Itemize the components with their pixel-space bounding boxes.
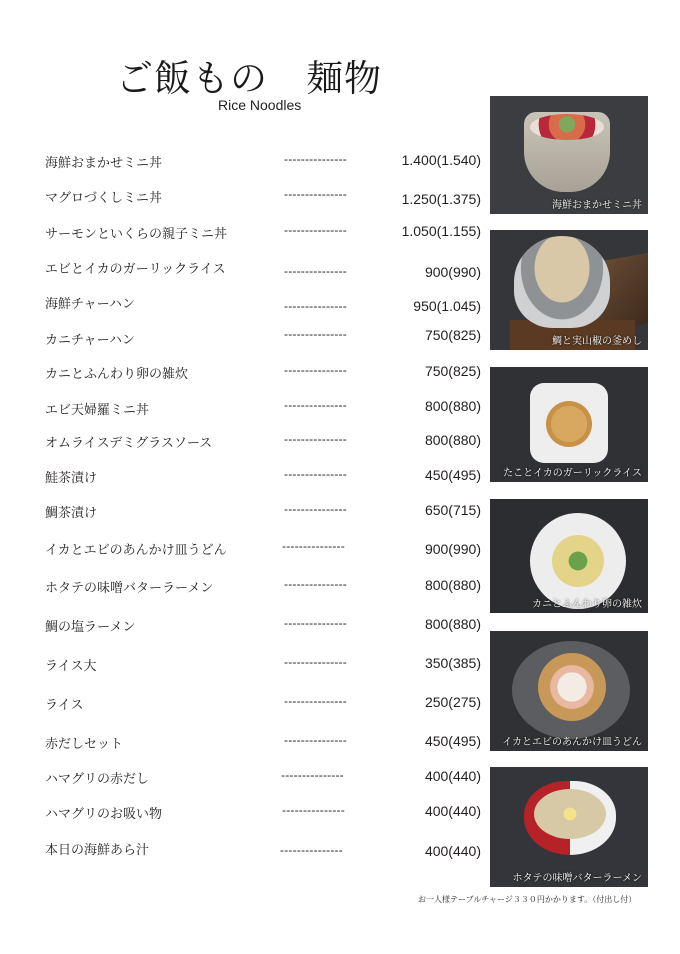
- item-name: エビとイカのガーリックライス: [45, 262, 226, 277]
- photo-caption: ホタテの味噌バターラーメン: [512, 873, 642, 884]
- photo-caption: イカとエビのあんかけ皿うどん: [502, 737, 642, 748]
- item-price: 650(715): [424, 502, 481, 518]
- leader-dots: ---------------: [282, 803, 345, 817]
- item-name: オムライスデミグラスソース: [45, 436, 213, 451]
- menu-item: [0, 327, 490, 347]
- item-price: 800(880): [424, 398, 481, 414]
- photo-tai-kamameshi: [490, 230, 648, 350]
- item-price: 450(495): [424, 467, 481, 483]
- leader-dots: ---------------: [284, 152, 347, 166]
- menu-item: [0, 432, 490, 452]
- item-price: 750(825): [424, 363, 481, 379]
- photo-caption: カニとふんわり卵の雑炊: [532, 599, 642, 610]
- menu-item: [0, 502, 490, 522]
- photo-garlic-rice: [490, 367, 648, 482]
- item-price: 1.050(1.155): [401, 223, 481, 239]
- item-price: 250(275): [424, 694, 481, 710]
- item-price: 950(1.045): [413, 298, 481, 314]
- item-price: 800(880): [424, 577, 481, 593]
- photo-kaisen-mini-don: [490, 96, 648, 214]
- leader-dots: ---------------: [281, 768, 344, 782]
- kama-pot-graphic: [514, 236, 610, 328]
- item-name: ハマグリのお吸い物: [45, 807, 163, 822]
- leader-dots: ---------------: [284, 299, 347, 313]
- leader-dots: ---------------: [282, 539, 345, 553]
- photo-caption: 海鮮おまかせミニ丼: [552, 200, 642, 211]
- photo-kani-zosui: [490, 499, 648, 613]
- item-price: 350(385): [424, 655, 481, 671]
- photo-hotate-ramen: [490, 767, 648, 887]
- menu-item: [0, 655, 490, 675]
- item-price: 400(440): [424, 768, 481, 784]
- table-charge-note: お一人様テーブルチャージ３３０円かかります。（付出し付）: [418, 895, 637, 904]
- photo-caption: 鯛と実山椒の釜めし: [552, 336, 642, 347]
- menu-item: [0, 768, 490, 788]
- leader-dots: ---------------: [284, 467, 347, 481]
- item-name: エビ天婦羅ミニ丼: [45, 403, 150, 418]
- item-name: ハマグリの赤だし: [45, 772, 150, 787]
- leader-dots: ---------------: [284, 264, 347, 278]
- soup-graphic: [534, 789, 606, 839]
- item-price: 900(990): [424, 264, 481, 280]
- item-name: サーモンといくらの親子ミニ丼: [45, 227, 228, 242]
- item-name: マグロづくしミニ丼: [45, 191, 163, 206]
- leader-dots: ---------------: [284, 694, 347, 708]
- leader-dots: ---------------: [284, 398, 347, 412]
- food-graphic: [552, 535, 604, 587]
- item-price: 1.400(1.540): [401, 152, 481, 168]
- item-name: イカとエビのあんかけ皿うどん: [45, 543, 227, 558]
- item-price: 800(880): [424, 616, 481, 632]
- item-name: 本日の海鮮あら汁: [45, 843, 150, 858]
- menu-item: [0, 694, 490, 714]
- menu-item: [0, 363, 490, 383]
- item-name: 海鮮チャーハン: [45, 297, 135, 312]
- menu-item: [0, 616, 490, 636]
- item-price: 1.250(1.375): [401, 191, 481, 207]
- leader-dots: ---------------: [284, 733, 347, 747]
- item-name: カニとふんわり卵の雑炊: [45, 367, 189, 382]
- item-price: 750(825): [424, 327, 481, 343]
- leader-dots: ---------------: [284, 363, 347, 377]
- menu-item: [0, 467, 490, 487]
- menu-item: [0, 187, 490, 207]
- item-name: 鮭茶漬け: [45, 471, 98, 486]
- photo-sara-udon: [490, 631, 648, 751]
- menu-item: [0, 398, 490, 418]
- leader-dots: ---------------: [280, 843, 343, 857]
- photo-caption: たことイカのガーリックライス: [503, 468, 642, 479]
- item-price: 400(440): [424, 843, 481, 859]
- menu-item: [0, 803, 490, 823]
- leader-dots: ---------------: [284, 502, 347, 516]
- food-graphic: [538, 653, 606, 721]
- menu-item: [0, 733, 490, 753]
- leader-dots: ---------------: [284, 432, 347, 446]
- item-name: ライス大: [45, 659, 97, 674]
- item-name: 赤だしセット: [45, 737, 124, 752]
- item-name: 鯛の塩ラーメン: [45, 620, 136, 635]
- leader-dots: ---------------: [284, 327, 347, 341]
- item-price: 400(440): [424, 803, 481, 819]
- page-title: ご飯もの 麺物: [116, 57, 382, 100]
- item-name: ホタテの味噌バターラーメン: [45, 581, 214, 596]
- item-name: 海鮮おまかせミニ丼: [45, 156, 163, 171]
- menu-item: [0, 293, 490, 313]
- item-price: 900(990): [424, 541, 481, 557]
- menu-item: [0, 539, 490, 559]
- leader-dots: ---------------: [284, 187, 347, 201]
- leader-dots: ---------------: [284, 223, 347, 237]
- menu-item: [0, 577, 490, 597]
- item-name: ライス: [45, 698, 84, 713]
- leader-dots: ---------------: [284, 616, 347, 630]
- item-name: カニチャーハン: [45, 333, 135, 348]
- item-price: 800(880): [424, 432, 481, 448]
- food-graphic: [530, 114, 604, 140]
- leader-dots: ---------------: [284, 577, 347, 591]
- menu-item: [0, 223, 490, 243]
- food-graphic: [546, 401, 592, 447]
- menu-item: [0, 839, 490, 859]
- menu-item: [0, 152, 490, 172]
- page-subtitle: Rice Noodles: [218, 97, 302, 113]
- leader-dots: ---------------: [284, 655, 347, 669]
- menu-item: [0, 258, 490, 278]
- item-name: 鯛茶漬け: [45, 506, 98, 521]
- item-price: 450(495): [424, 733, 481, 749]
